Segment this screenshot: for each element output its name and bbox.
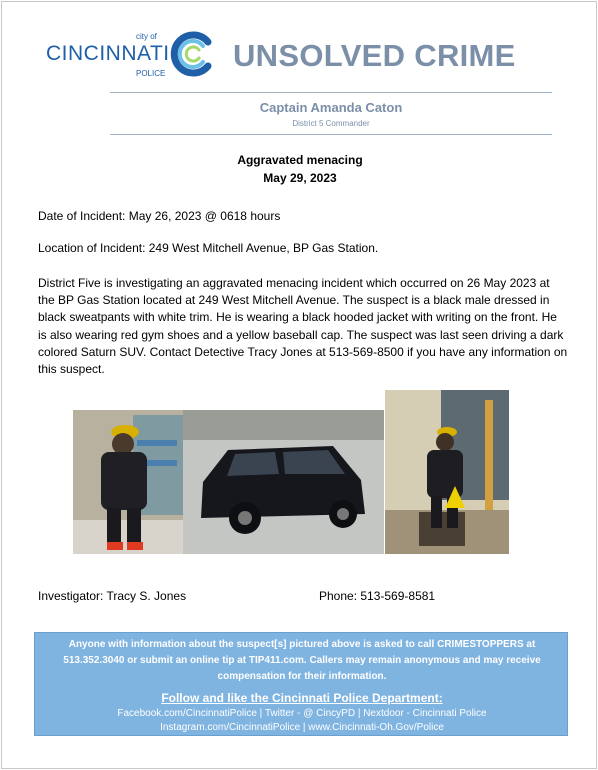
captain-title: District 5 Commander	[292, 119, 370, 128]
logo-city-name: CINCINNATI	[46, 42, 170, 65]
bottom-divider	[110, 134, 552, 135]
investigator-name: Investigator: Tracy S. Jones	[38, 589, 187, 603]
suspect-photo-store	[73, 410, 184, 554]
social-links-line1: Facebook.com/CincinnatiPolice | Twitter - @ CincyPD | Nextdoor - Cincinnati Police	[117, 708, 487, 719]
captain-name: Captain Amanda Caton	[259, 100, 403, 115]
suspect-photo-entrance	[385, 390, 509, 554]
investigator-phone: Phone: 513-569-8581	[319, 589, 436, 603]
social-links-line2: Instagram.com/CincinnatiPolice | www.Cincinnati-Oh.Gov/Police	[160, 722, 444, 733]
crimestoppers-banner	[34, 632, 568, 736]
incident-location: Location of Incident: 249 West Mitchell Avenue, BP Gas Station.	[38, 241, 379, 255]
cincinnati-police-logo	[46, 30, 216, 82]
top-divider	[110, 92, 552, 93]
page-title: UNSOLVED CRIME	[233, 38, 516, 73]
cincinnati-c-logo-icon	[170, 30, 216, 78]
incident-date: Date of Incident: May 26, 2023 @ 0618 hours	[38, 209, 281, 223]
logo-police: POLICE	[136, 69, 166, 78]
incident-description: District Five is investigating an aggravated menacing incident which occurred on 26 May 2023 at the BP Gas Station located at 249 West Mitchell Avenue. The suspect is a black male dressed in black sweatpants with white trim. He is wearing a black hooded jacket with writing on the front. He is also wearing red gym shoes and a yellow baseball cap. The suspect was last seen driving a dark colored Saturn SUV. Contact Detective Tracy Jones at 513-569-8500 if you have any information on this suspect.	[38, 276, 568, 377]
crimestoppers-tip: Anyone with information about the suspect[s] pictured above is asked to call CRIMESTOPPERS at 513.352.3040 or submit an online tip at TIP411.com. Callers may remain anonymous and may receive compensation for their information.	[63, 639, 541, 682]
suspect-vehicle-photo	[183, 410, 384, 554]
flyer-page	[1, 1, 597, 769]
release-date: May 29, 2023	[263, 171, 337, 185]
crime-type: Aggravated menacing	[237, 153, 363, 167]
follow-heading: Follow and like the Cincinnati Police Department:	[161, 691, 443, 705]
logo-city-of: city of	[136, 32, 157, 41]
